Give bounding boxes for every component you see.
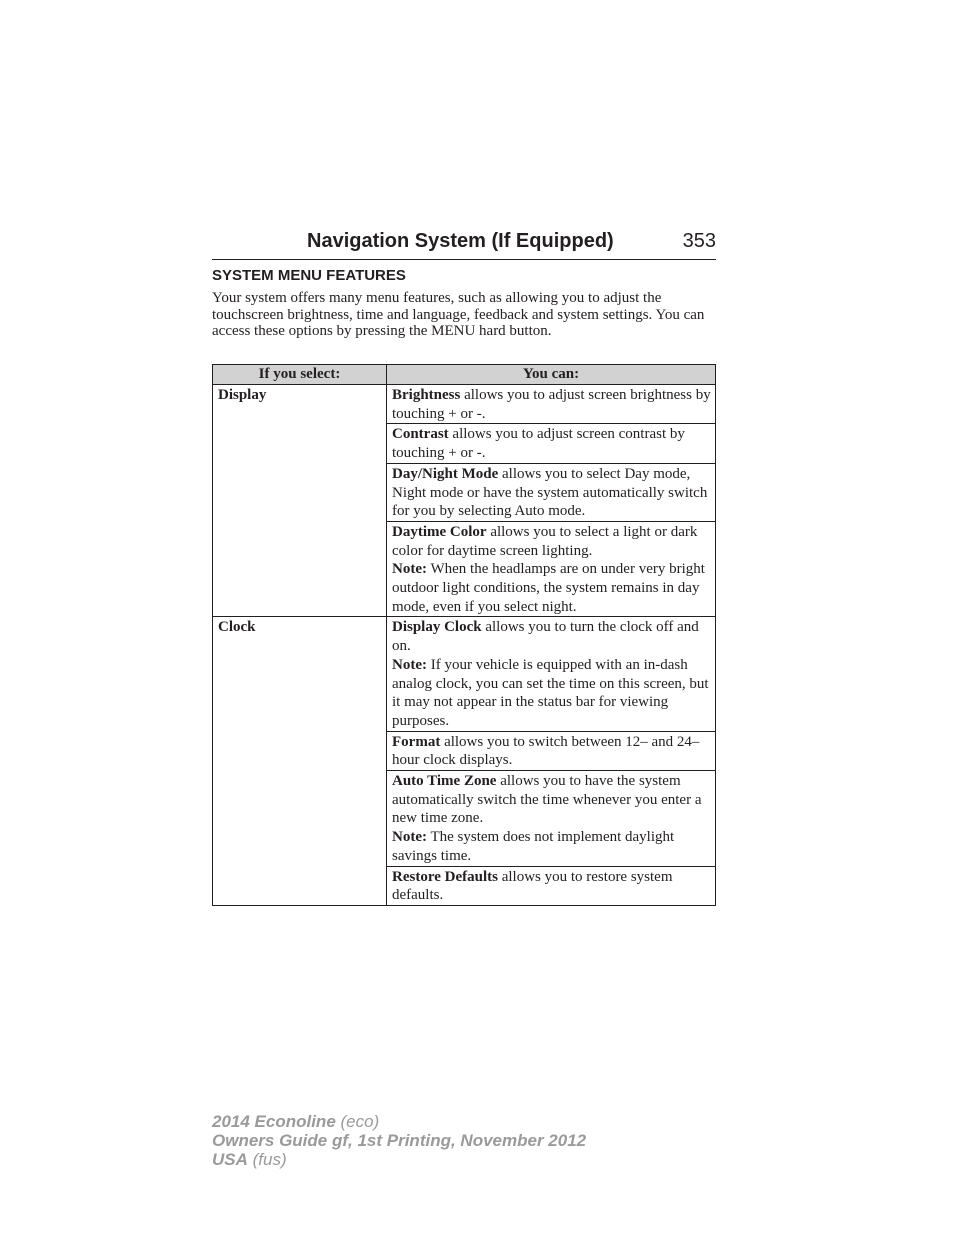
feature-text: allows you to restore system defaults. (392, 868, 673, 904)
page-footer (212, 1112, 586, 1169)
feature-text: allows you to select Day mode, Night mode or have the system automatically switch for you by selecting Auto mode. (392, 465, 708, 520)
table-row (213, 617, 716, 731)
feature-text: allows you to have the system automatically switch the time whenever you enter a new time zone. (392, 773, 702, 827)
select-cell-display (213, 385, 387, 617)
footer-printing: Owners Guide gf, 1st Printing, November 2012 (212, 1131, 587, 1150)
table-row (213, 385, 716, 424)
intro-paragraph: Your system offers many menu features, such as allowing you to adjust the touchscreen brightness, time and language, feedback and system settings. You can access these options by pressing the MENU hard button. (212, 290, 705, 340)
note-text: When the headlamps are on under very bright outdoor light conditions, the system remains in day mode, even if you select night. (392, 561, 705, 615)
feature-term: Restore Defaults (392, 868, 498, 885)
menu-features-table (212, 364, 716, 906)
feature-cell (387, 463, 716, 521)
group-name: Clock (218, 619, 256, 636)
select-cell-clock (213, 617, 387, 906)
footer-region-line (212, 1150, 586, 1169)
feature-term: Contrast (392, 426, 449, 443)
table-header-row (213, 365, 716, 385)
group-name: Display (218, 387, 267, 403)
feature-text: allows you to turn the clock off and on. (392, 619, 699, 655)
feature-term: Day/Night Mode (392, 465, 499, 482)
feature-text: allows you to switch between 12– and 24–hour clock displays. (392, 733, 700, 769)
feature-term: Daytime Color (392, 523, 487, 540)
note-text: The system does not implement daylight savings time. (392, 829, 675, 864)
note-label: Note: (392, 561, 427, 578)
column-header-action: You can: (387, 365, 716, 385)
feature-cell (387, 866, 716, 905)
feature-cell (387, 771, 716, 867)
feature-cell (387, 617, 716, 731)
feature-cell (387, 424, 716, 463)
feature-term: Format (392, 733, 441, 750)
feature-term: Brightness (392, 387, 461, 403)
footer-model: 2014 Econoline (212, 1112, 336, 1131)
feature-text: allows you to adjust screen brightness by touching + or -. (392, 387, 711, 422)
footer-region: USA (212, 1150, 248, 1169)
note-text: If your vehicle is equipped with an in-dash analog clock, you can set the time on this screen, but it may not appear in the status bar for viewing purposes. (392, 656, 709, 729)
feature-cell (387, 385, 716, 424)
feature-term: Auto Time Zone (392, 773, 497, 790)
section-title: SYSTEM MENU FEATURES (212, 267, 406, 284)
feature-term: Display Clock (392, 619, 482, 636)
feature-text: allows you to adjust screen contrast by touching + or -. (392, 426, 685, 462)
feature-cell (387, 731, 716, 770)
feature-cell (387, 521, 716, 617)
chapter-title: Navigation System (If Equipped) (307, 230, 614, 252)
note-label: Note: (392, 829, 427, 846)
feature-text: allows you to select a light or dark color for daytime screen lighting. (392, 523, 698, 559)
note-label: Note: (392, 656, 427, 673)
column-header-select: If you select: (213, 365, 387, 385)
footer-model-line (212, 1112, 586, 1131)
page-header (212, 229, 716, 260)
page-number: 353 (682, 230, 716, 252)
footer-region-code: (fus) (247, 1150, 287, 1169)
footer-model-code: (eco) (335, 1112, 380, 1131)
